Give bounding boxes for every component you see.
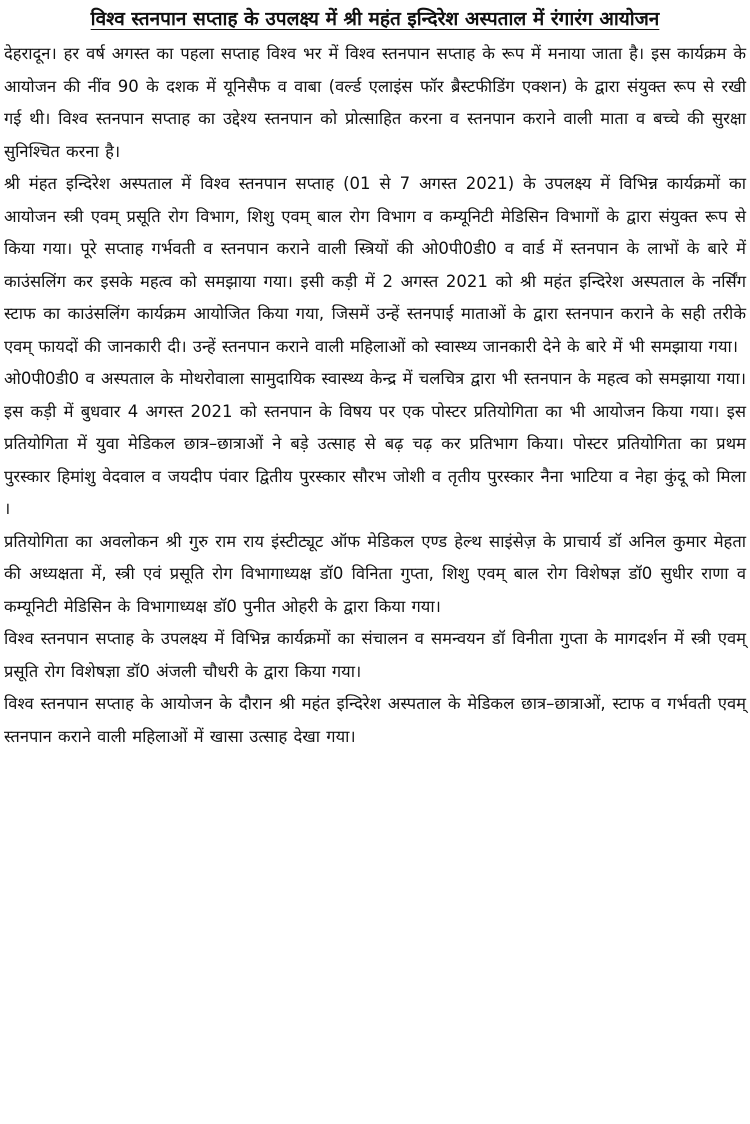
paragraph-4: प्रतियोगिता का अवलोकन श्री गुरु राम राय इंस्टीट्यूट ऑफ मेडिकल एण्ड हेल्थ साइंसेज़ के प्राचार्य डॉ अनिल कुमार मेहता की अध्यक्षता में, स्त्री एवं प्रसूति रोग विभागाध्यक्ष डॉ0 विनिता गुप्ता, शिशु एवम् बाल रोग विशेषज्ञ डॉ0 सुधीर राणा व कम्यूनिटी मेडिसिन के विभागाध्यक्ष डॉ0 पुनीत ओहरी के द्वारा किया गया। bbox=[4, 531, 746, 616]
document-title: विश्व स्तनपान सप्ताह के उपलक्ष्य में श्री महंत इन्दिरेश अस्पताल में रंगारंग आयोजन bbox=[90, 8, 660, 30]
paragraph-5: विश्व स्तनपान सप्ताह के उपलक्ष्य में विभिन्न कार्यक्रमों का संचालन व समन्वयन डॉ विनीता गुप्ता के मागदर्शन में स्त्री एवम् प्रसूति रोग विशेषज्ञा डॉ0 अंजली चौधरी के द्वारा किया गया। bbox=[4, 629, 746, 681]
document bbox=[4, 4, 746, 753]
paragraph-6: विश्व स्तनपान सप्ताह के आयोजन के दौरान श्री महंत इन्दिरेश अस्पताल के मेडिकल छात्र–छात्राओं, स्टाफ व गर्भवती एवम् स्तनपान कराने वाली महिलाओं में खासा उत्साह देखा गया। bbox=[4, 694, 746, 746]
paragraph-3: ओ0पी0डी0 व अस्पताल के मोथरोवाला सामुदायिक स्वास्थ्य केन्द्र में चलचित्र द्वारा भी स्तनपान के महत्व को समझाया गया। इस कड़ी में बुधवार 4 अगस्त 2021 को स्तनपान के विषय पर एक पोस्टर प्रतियोगिता का भी आयोजन किया गया। इस प्रतियोगिता में युवा मेडिकल छात्र–छात्राओं ने बड़े उत्साह से बढ़ चढ़ कर प्रतिभाग किया। पोस्टर प्रतियोगिता का प्रथम पुरस्कार हिमांशु वेदवाल व जयदीप पंवार द्वितीय पुरस्कार सौरभ जोशी व तृतीय पुरस्कार नैना भाटिया व नेहा कुंदू को मिला । bbox=[4, 369, 746, 518]
paragraph-2: श्री मंहत इन्दिरेश अस्पताल में विश्व स्तनपान सप्ताह (01 से 7 अगस्त 2021) के उपलक्ष्य में विभिन्न कार्यक्रमों का आयोजन स्त्री एवम् प्रसूति रोग विभाग, शिशु एवम् बाल रोग विभाग व कम्यूनिटी मेडिसिन विभागों के द्वारा संयुक्त रूप से किया गया। पूरे सप्ताह गर्भवती व स्तनपान कराने वाली स्त्रियों की ओ0पी0डी0 व वार्ड में स्तनपान के लाभों के बारे में काउंसलिंग कर इसके महत्व को समझाया गया। इसी कड़ी में 2 अगस्त 2021 को श्री महंत इन्दिरेश अस्पताल के नर्सिंग स्टाफ का काउंसलिंग कार्यक्रम आयोजित किया गया, जिसमें उन्हें स्तनपाई माताओं के द्वारा स्तनपान कराने के सही तरीके एवम् फायदों की जानकारी दी। उन्हें स्तनपान कराने वाली महिलाओं को स्वास्थ्य जानकारी देने के बारे में भी समझाया गया। bbox=[4, 174, 746, 356]
paragraph-1: देहरादून। हर वर्ष अगस्त का पहला सप्ताह विश्व भर में विश्व स्तनपान सप्ताह के रूप में मनाया जाता है। इस कार्यक्रम के आयोजन की नींव 90 के दशक में यूनिसैफ व वाबा (वर्ल्ड एलाइंस फॉर ब्रैस्टफीडिंग एक्शन) के द्वारा संयुक्त रूप से रखी गई थी। विश्व स्तनपान सप्ताह का उद्देश्य स्तनपान को प्रोत्साहित करना व स्तनपान कराने वाली माता व बच्चे की सुरक्षा सुनिश्चित करना है। bbox=[4, 44, 746, 161]
